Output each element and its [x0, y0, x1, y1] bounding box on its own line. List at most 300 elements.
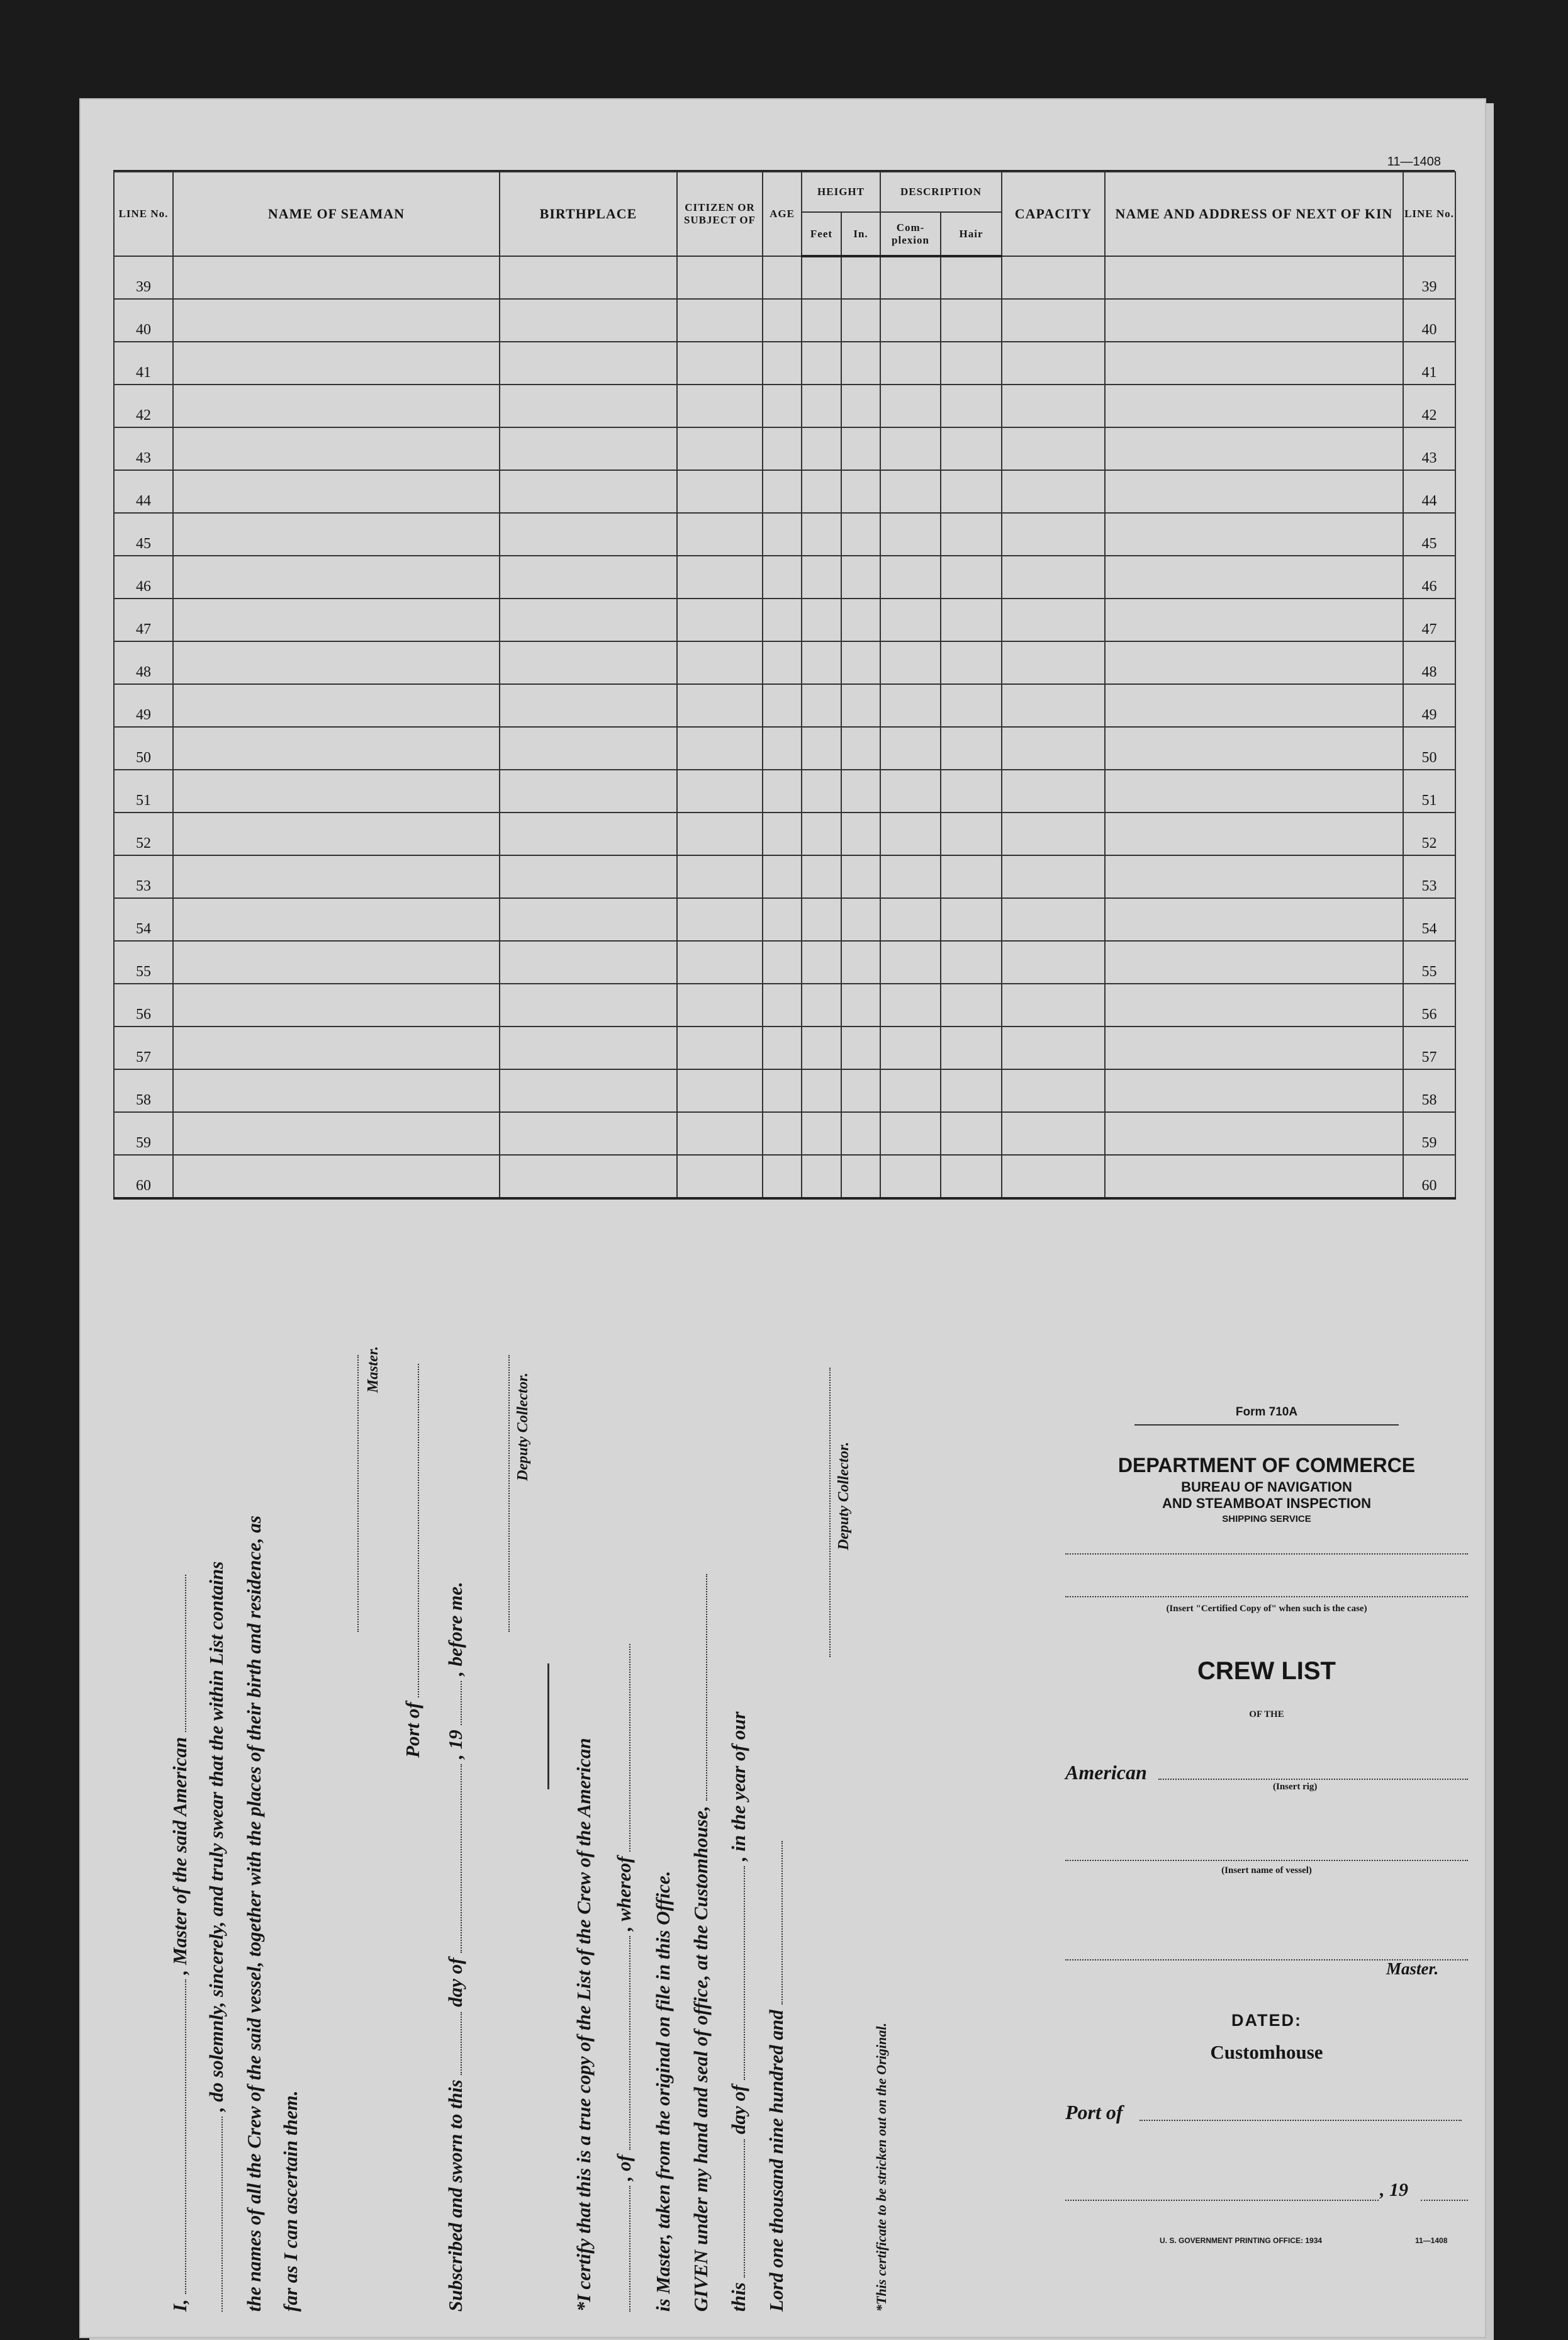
table-cell[interactable] — [880, 470, 941, 513]
table-cell[interactable] — [880, 770, 941, 813]
table-cell[interactable] — [500, 727, 677, 770]
table-cell[interactable] — [941, 385, 1002, 427]
table-cell[interactable] — [880, 256, 941, 299]
table-cell[interactable] — [941, 513, 1002, 556]
line-number-right: 46 — [1403, 556, 1455, 599]
table-cell[interactable] — [802, 1112, 841, 1155]
line-number: 48 — [114, 641, 173, 684]
table-cell[interactable] — [1105, 1069, 1403, 1112]
table-cell[interactable] — [802, 1155, 841, 1198]
table-cell[interactable] — [677, 299, 763, 342]
table-cell[interactable] — [802, 984, 841, 1027]
table-cell[interactable] — [763, 513, 802, 556]
table-cell[interactable] — [1002, 813, 1105, 855]
vessel-name-field[interactable] — [221, 2117, 223, 2312]
table-cell[interactable] — [880, 513, 941, 556]
master-signature-line[interactable] — [357, 1355, 359, 1632]
table-cell[interactable] — [941, 770, 1002, 813]
table-cell[interactable] — [1002, 727, 1105, 770]
table-cell[interactable] — [500, 256, 677, 299]
table-cell[interactable] — [1105, 599, 1403, 641]
table-cell[interactable] — [802, 941, 841, 984]
table-cell[interactable] — [1002, 556, 1105, 599]
table-cell[interactable] — [763, 641, 802, 684]
table-cell[interactable] — [763, 299, 802, 342]
table-cell[interactable] — [802, 727, 841, 770]
table-cell[interactable] — [677, 1155, 763, 1198]
table-cell[interactable] — [500, 385, 677, 427]
line-number: 60 — [114, 1155, 173, 1198]
table-cell[interactable] — [677, 855, 763, 898]
table-cell[interactable] — [1105, 770, 1403, 813]
table-cell[interactable] — [802, 385, 841, 427]
table-cell[interactable] — [763, 1155, 802, 1198]
table-cell[interactable] — [941, 1155, 1002, 1198]
line-number: 46 — [114, 556, 173, 599]
table-cell[interactable] — [500, 855, 677, 898]
table-cell[interactable] — [677, 599, 763, 641]
table-cell[interactable] — [802, 556, 841, 599]
table-cell[interactable] — [1105, 1112, 1403, 1155]
table-cell[interactable] — [173, 727, 500, 770]
panel-insert-vessel: (Insert name of vessel) — [1221, 1865, 1312, 1876]
table-cell[interactable] — [802, 513, 841, 556]
table-cell[interactable] — [763, 256, 802, 299]
table-cell[interactable] — [880, 641, 941, 684]
table-cell[interactable] — [173, 427, 500, 470]
table-cell[interactable] — [173, 385, 500, 427]
table-cell[interactable] — [941, 1027, 1002, 1069]
table-cell[interactable] — [500, 813, 677, 855]
table-cell[interactable] — [677, 984, 763, 1027]
table-cell[interactable] — [677, 427, 763, 470]
table-cell[interactable] — [841, 898, 880, 941]
table-cell[interactable] — [1002, 770, 1105, 813]
table-cell[interactable] — [841, 256, 880, 299]
table-cell[interactable] — [802, 470, 841, 513]
certify-master-field[interactable] — [629, 1644, 630, 1852]
table-cell[interactable] — [941, 256, 1002, 299]
table-cell[interactable] — [1002, 1112, 1105, 1155]
subscribed-day-field[interactable] — [461, 2012, 462, 2075]
table-cell[interactable] — [941, 599, 1002, 641]
table-cell[interactable] — [841, 342, 880, 385]
table-cell[interactable] — [677, 385, 763, 427]
table-cell[interactable] — [677, 727, 763, 770]
table-cell[interactable] — [500, 342, 677, 385]
line-number-right: 59 — [1403, 1112, 1455, 1155]
line-number-right: 44 — [1403, 470, 1455, 513]
table-cell[interactable] — [941, 1069, 1002, 1112]
table-cell[interactable] — [763, 984, 802, 1027]
table-cell[interactable] — [500, 1155, 677, 1198]
line-number-right: 55 — [1403, 941, 1455, 984]
table-cell[interactable] — [802, 898, 841, 941]
table-cell[interactable] — [173, 770, 500, 813]
panel-port-of: Port of — [1065, 2101, 1123, 2123]
panel-year-field[interactable] — [1421, 2200, 1468, 2201]
table-cell[interactable] — [677, 641, 763, 684]
table-cell[interactable] — [173, 684, 500, 727]
table-cell[interactable] — [173, 898, 500, 941]
table-cell[interactable] — [500, 641, 677, 684]
subscribed-month-field[interactable] — [461, 1764, 462, 1953]
table-cell[interactable] — [1105, 855, 1403, 898]
table-cell[interactable] — [500, 470, 677, 513]
table-cell[interactable] — [763, 556, 802, 599]
table-cell[interactable] — [802, 855, 841, 898]
table-cell[interactable] — [941, 984, 1002, 1027]
table-cell[interactable] — [677, 684, 763, 727]
table-cell[interactable] — [841, 1027, 880, 1069]
table-cell[interactable] — [1105, 299, 1403, 342]
customhouse-field[interactable] — [706, 1574, 707, 1801]
table-cell[interactable] — [880, 684, 941, 727]
table-cell[interactable] — [941, 470, 1002, 513]
table-cell[interactable] — [1105, 898, 1403, 941]
table-cell[interactable] — [880, 813, 941, 855]
table-cell[interactable] — [1002, 1069, 1105, 1112]
table-cell[interactable] — [763, 727, 802, 770]
table-cell[interactable] — [500, 770, 677, 813]
table-cell[interactable] — [880, 556, 941, 599]
table-cell[interactable] — [1105, 385, 1403, 427]
table-cell[interactable] — [677, 898, 763, 941]
table-cell[interactable] — [173, 1069, 500, 1112]
certify-vessel-field[interactable] — [629, 2186, 630, 2312]
table-cell[interactable] — [173, 556, 500, 599]
table-cell[interactable] — [941, 684, 1002, 727]
table-cell[interactable] — [941, 342, 1002, 385]
table-cell[interactable] — [1105, 470, 1403, 513]
table-cell[interactable] — [677, 470, 763, 513]
table-cell[interactable] — [1105, 941, 1403, 984]
header-complexion: Com- plexion — [880, 212, 941, 256]
table-cell[interactable] — [173, 1027, 500, 1069]
port-field[interactable] — [418, 1364, 419, 1697]
table-cell[interactable] — [500, 599, 677, 641]
table-cell[interactable] — [941, 299, 1002, 342]
table-cell[interactable] — [500, 1112, 677, 1155]
table-cell[interactable] — [500, 299, 677, 342]
table-cell[interactable] — [802, 599, 841, 641]
table-cell[interactable] — [1002, 941, 1105, 984]
table-cell[interactable] — [1105, 813, 1403, 855]
table-cell[interactable] — [941, 427, 1002, 470]
table-cell[interactable] — [677, 1069, 763, 1112]
table-cell[interactable] — [802, 427, 841, 470]
header-age: AGE — [763, 172, 802, 256]
oath-certify: *I certify that this is a true copy of the List of the Crew of the American — [573, 1738, 595, 2312]
header-capacity: CAPACITY — [1002, 172, 1105, 256]
panel-insert-certified: (Insert "Certified Copy of" when such is the case) — [1166, 1604, 1367, 1614]
table-cell[interactable] — [841, 1069, 880, 1112]
table-cell[interactable] — [677, 256, 763, 299]
header-citizen: CITIZEN OR SUBJECT OF — [677, 172, 763, 256]
table-cell[interactable] — [1002, 342, 1105, 385]
table-cell[interactable] — [500, 1027, 677, 1069]
table-cell[interactable] — [1002, 641, 1105, 684]
table-cell[interactable] — [1105, 984, 1403, 1027]
table-cell[interactable] — [173, 813, 500, 855]
line-number-right: 48 — [1403, 641, 1455, 684]
table-cell[interactable] — [173, 641, 500, 684]
table-cell[interactable] — [802, 342, 841, 385]
subscribed-year-field[interactable] — [461, 1681, 462, 1725]
form-number-top: 11—1408 — [1387, 155, 1441, 169]
table-cell[interactable] — [1105, 427, 1403, 470]
table-cell[interactable] — [173, 342, 500, 385]
table-cell[interactable] — [841, 641, 880, 684]
table-cell[interactable] — [941, 813, 1002, 855]
panel-master-caption: Master. — [1386, 1959, 1439, 1978]
table-cell[interactable] — [173, 1155, 500, 1198]
panel-vessel-name-field[interactable] — [1065, 1860, 1468, 1861]
table-cell[interactable] — [677, 813, 763, 855]
table-cell[interactable] — [880, 427, 941, 470]
table-cell[interactable] — [802, 813, 841, 855]
oath-of: , of — [613, 2154, 635, 2181]
table-cell[interactable] — [1002, 513, 1105, 556]
line-number: 47 — [114, 599, 173, 641]
given-day-field[interactable] — [744, 2139, 745, 2278]
table-cell[interactable] — [880, 342, 941, 385]
table-cell[interactable] — [1002, 684, 1105, 727]
table-cell[interactable] — [763, 427, 802, 470]
table-cell[interactable] — [941, 641, 1002, 684]
table-row — [114, 513, 1455, 556]
table-row — [114, 1112, 1455, 1155]
header-line-no: LINE No. — [114, 172, 173, 256]
table-cell[interactable] — [880, 1155, 941, 1198]
oath-is-master: is Master, taken from the original on file in this Office. — [652, 1870, 674, 2312]
table-cell[interactable] — [880, 1027, 941, 1069]
table-cell[interactable] — [941, 1112, 1002, 1155]
given-month-field[interactable] — [744, 1866, 745, 2080]
panel-dated: DATED: — [1231, 2011, 1302, 2030]
table-cell[interactable] — [841, 1155, 880, 1198]
table-cell[interactable] — [500, 556, 677, 599]
table-cell[interactable] — [173, 299, 500, 342]
table-cell[interactable] — [1002, 898, 1105, 941]
deputy-collector-caption-1: Deputy Collector. — [515, 1373, 531, 1481]
table-cell[interactable] — [841, 770, 880, 813]
table-cell[interactable] — [500, 513, 677, 556]
table-cell[interactable] — [941, 727, 1002, 770]
table-cell[interactable] — [763, 898, 802, 941]
table-cell[interactable] — [1105, 556, 1403, 599]
table-cell[interactable] — [880, 599, 941, 641]
table-cell[interactable] — [880, 299, 941, 342]
table-cell[interactable] — [173, 855, 500, 898]
table-row — [114, 427, 1455, 470]
table-cell[interactable] — [841, 299, 880, 342]
panel-department: DEPARTMENT OF COMMERCE — [1117, 1454, 1416, 1477]
table-row — [114, 941, 1455, 984]
deputy-collector-signature-line-1[interactable] — [508, 1355, 510, 1632]
table-cell[interactable] — [841, 427, 880, 470]
panel-rule-1[interactable] — [1065, 1553, 1468, 1555]
table-cell[interactable] — [1105, 256, 1403, 299]
table-cell[interactable] — [841, 855, 880, 898]
table-cell[interactable] — [763, 813, 802, 855]
header-hair: Hair — [941, 212, 1002, 256]
table-cell[interactable] — [1105, 1027, 1403, 1069]
table-cell[interactable] — [841, 684, 880, 727]
table-cell[interactable] — [841, 727, 880, 770]
oath-in-year: , in the year of our — [727, 1711, 749, 1862]
table-cell[interactable] — [763, 342, 802, 385]
table-cell[interactable] — [173, 470, 500, 513]
table-cell[interactable] — [763, 684, 802, 727]
table-cell[interactable] — [677, 513, 763, 556]
vessel-rig-field[interactable] — [185, 1575, 186, 1732]
table-cell[interactable] — [1105, 342, 1403, 385]
panel-rig-field[interactable] — [1158, 1779, 1468, 1780]
table-cell[interactable] — [1105, 513, 1403, 556]
table-cell[interactable] — [1002, 299, 1105, 342]
table-cell[interactable] — [763, 385, 802, 427]
table-cell[interactable] — [802, 1027, 841, 1069]
line-number: 45 — [114, 513, 173, 556]
panel-printing-office: U. S. GOVERNMENT PRINTING OFFICE: 1934 — [1160, 2236, 1323, 2245]
table-cell[interactable] — [500, 898, 677, 941]
table-cell[interactable] — [941, 941, 1002, 984]
table-cell[interactable] — [763, 470, 802, 513]
table-cell[interactable] — [841, 813, 880, 855]
table-cell[interactable] — [880, 1069, 941, 1112]
table-cell[interactable] — [677, 770, 763, 813]
table-cell[interactable] — [763, 770, 802, 813]
table-cell[interactable] — [1002, 427, 1105, 470]
table-cell[interactable] — [841, 470, 880, 513]
table-cell[interactable] — [1002, 855, 1105, 898]
table-cell[interactable] — [1002, 470, 1105, 513]
line-number-right: 41 — [1403, 342, 1455, 385]
table-cell[interactable] — [173, 256, 500, 299]
table-cell[interactable] — [802, 299, 841, 342]
table-cell[interactable] — [1105, 1155, 1403, 1198]
table-cell[interactable] — [802, 641, 841, 684]
table-cell[interactable] — [500, 984, 677, 1027]
table-cell[interactable] — [173, 513, 500, 556]
table-cell[interactable] — [841, 599, 880, 641]
oath-port-of: Port of — [401, 1702, 423, 1758]
given-year-field[interactable] — [781, 1841, 783, 2005]
table-cell[interactable] — [1002, 1027, 1105, 1069]
table-cell[interactable] — [841, 385, 880, 427]
table-cell[interactable] — [841, 556, 880, 599]
table-cell[interactable] — [841, 513, 880, 556]
line-number: 50 — [114, 727, 173, 770]
table-cell[interactable] — [173, 941, 500, 984]
table-cell[interactable] — [500, 684, 677, 727]
table-cell[interactable] — [841, 984, 880, 1027]
panel-certified-field[interactable] — [1065, 1596, 1468, 1597]
line-number-right: 51 — [1403, 770, 1455, 813]
table-cell[interactable] — [677, 556, 763, 599]
table-cell[interactable] — [763, 1027, 802, 1069]
line-number: 57 — [114, 1027, 173, 1069]
table-cell[interactable] — [1002, 984, 1105, 1027]
line-number: 52 — [114, 813, 173, 855]
oath-given: GIVEN under my hand and seal of office, at the Customhouse, — [690, 1806, 712, 2312]
table-cell[interactable] — [1105, 684, 1403, 727]
table-cell[interactable] — [941, 556, 1002, 599]
table-cell[interactable] — [677, 342, 763, 385]
master-name-field[interactable] — [185, 1979, 186, 2294]
panel-bureau-line2: AND STEAMBOAT INSPECTION — [1162, 1495, 1372, 1511]
table-cell[interactable] — [677, 1112, 763, 1155]
table-cell[interactable] — [1105, 641, 1403, 684]
line-number: 44 — [114, 470, 173, 513]
table-row — [114, 1155, 1455, 1198]
table-cell[interactable] — [763, 855, 802, 898]
table-cell[interactable] — [880, 1112, 941, 1155]
table-row — [114, 256, 1455, 299]
line-number: 58 — [114, 1069, 173, 1112]
table-cell[interactable] — [802, 256, 841, 299]
table-cell[interactable] — [841, 941, 880, 984]
table-cell[interactable] — [841, 1112, 880, 1155]
line-number-right: 40 — [1403, 299, 1455, 342]
table-cell[interactable] — [802, 770, 841, 813]
panel-port-field[interactable] — [1140, 2120, 1462, 2121]
table-cell[interactable] — [880, 385, 941, 427]
table-cell[interactable] — [1105, 727, 1403, 770]
footnote: *This certificate to be stricken out on the Original. — [873, 2023, 889, 2312]
table-cell[interactable] — [880, 984, 941, 1027]
table-cell[interactable] — [1002, 256, 1105, 299]
oath-line-4: far as I can ascertain them. — [279, 2090, 301, 2312]
table-cell[interactable] — [880, 727, 941, 770]
table-cell[interactable] — [880, 941, 941, 984]
table-cell[interactable] — [1002, 599, 1105, 641]
table-row — [114, 599, 1455, 641]
table-cell[interactable] — [941, 855, 1002, 898]
table-cell[interactable] — [880, 855, 941, 898]
panel-year-19: , 19 — [1380, 2180, 1408, 2200]
table-cell[interactable] — [500, 427, 677, 470]
panel-bureau-line1: BUREAU OF NAVIGATION — [1181, 1479, 1352, 1495]
table-cell[interactable] — [763, 941, 802, 984]
certify-port-field[interactable] — [629, 1936, 630, 2150]
table-cell[interactable] — [1002, 385, 1105, 427]
table-cell[interactable] — [941, 898, 1002, 941]
table-cell[interactable] — [677, 941, 763, 984]
table-cell[interactable] — [500, 1069, 677, 1112]
table-cell[interactable] — [173, 984, 500, 1027]
oath-subscribed: Subscribed and sworn to this — [444, 2079, 466, 2312]
line-number: 53 — [114, 855, 173, 898]
table-cell[interactable] — [802, 684, 841, 727]
table-cell[interactable] — [677, 1027, 763, 1069]
table-cell[interactable] — [763, 1112, 802, 1155]
table-row — [114, 813, 1455, 855]
line-number: 39 — [114, 256, 173, 299]
table-cell[interactable] — [763, 599, 802, 641]
table-cell[interactable] — [763, 1069, 802, 1112]
table-cell[interactable] — [173, 1112, 500, 1155]
table-cell[interactable] — [173, 599, 500, 641]
table-cell[interactable] — [802, 1069, 841, 1112]
table-cell[interactable] — [1002, 1155, 1105, 1198]
line-number-right: 43 — [1403, 427, 1455, 470]
table-cell[interactable] — [500, 941, 677, 984]
panel-date-field[interactable] — [1065, 2200, 1379, 2201]
table-cell[interactable] — [880, 898, 941, 941]
deputy-collector-signature-line-2[interactable] — [829, 1368, 831, 1657]
